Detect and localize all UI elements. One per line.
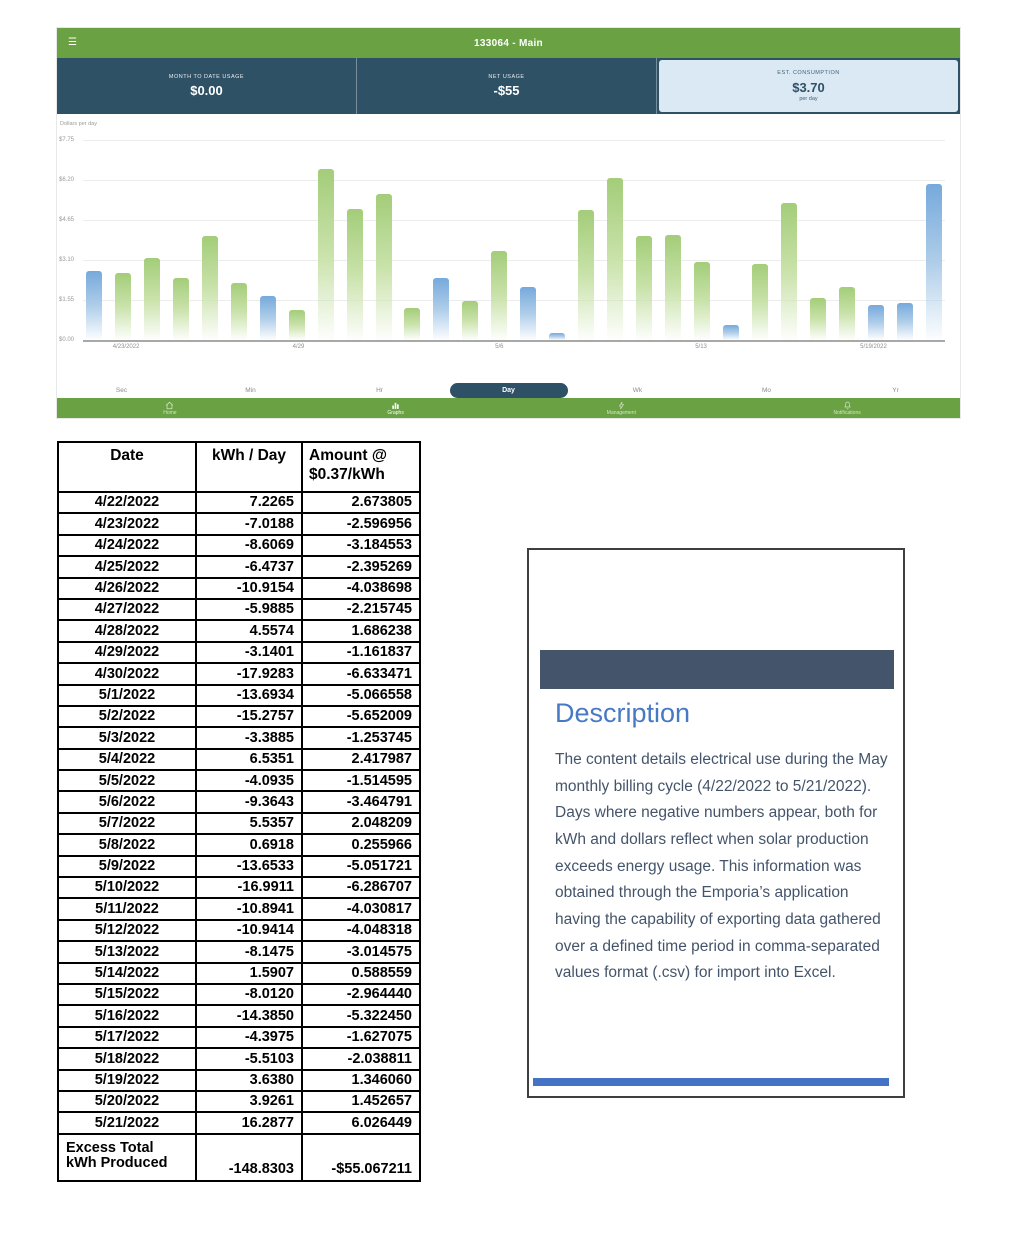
cell-kwh-per-day: -4.0935 (196, 770, 302, 791)
cell-kwh-per-day: -3.3885 (196, 727, 302, 748)
bar-5-7-2022[interactable] (520, 287, 536, 340)
cell-date: 5/4/2022 (58, 749, 196, 770)
time-scale-mo[interactable]: Mo (761, 387, 772, 394)
bar-4-25-2022[interactable] (173, 278, 189, 340)
table-row (58, 578, 420, 599)
cell-date: 5/8/2022 (58, 834, 196, 855)
cell-date: 4/25/2022 (58, 556, 196, 577)
cell-amount: 2.673805 (302, 492, 420, 513)
x-axis-tick-label: 5/19/2022 (860, 344, 887, 350)
column-header: Amount @ $0.37/kWh (302, 442, 420, 492)
table-footer-row (58, 1134, 420, 1181)
cell-amount: -5.322450 (302, 1005, 420, 1026)
table-row (58, 492, 420, 513)
table-row (58, 791, 420, 812)
cell-date: 4/27/2022 (58, 599, 196, 620)
time-scale-slot (831, 379, 960, 397)
cell-date: 5/10/2022 (58, 877, 196, 898)
cell-date: 5/15/2022 (58, 984, 196, 1005)
cell-date: 4/29/2022 (58, 642, 196, 663)
stat-value: -$55 (493, 83, 520, 99)
time-scale-day[interactable]: Day (450, 383, 568, 398)
cell-date: 4/28/2022 (58, 620, 196, 641)
hamburger-menu-icon[interactable]: ☰ (68, 37, 77, 48)
cell-kwh-per-day: -10.8941 (196, 898, 302, 919)
bar-5-11-2022[interactable] (636, 236, 652, 340)
bars-group (83, 140, 945, 340)
cell-kwh-per-day: -5.9885 (196, 599, 302, 620)
emporia-app-screenshot (57, 28, 960, 418)
cell-kwh-per-day: -13.6533 (196, 856, 302, 877)
nav-label: Graphs (387, 409, 404, 416)
footer-label-line2: kWh Produced (66, 1154, 168, 1171)
nav-management[interactable] (509, 398, 735, 418)
description-panel (527, 548, 905, 1098)
usage-table (57, 441, 421, 1182)
cell-amount: 2.417987 (302, 749, 420, 770)
bar-5-13-2022[interactable] (694, 262, 710, 340)
cell-date: 5/21/2022 (58, 1112, 196, 1133)
column-header: Date (58, 442, 196, 492)
table-row (58, 599, 420, 620)
table-header-row (58, 442, 420, 492)
bar-4-30-2022[interactable] (318, 169, 334, 340)
cell-date: 4/30/2022 (58, 663, 196, 684)
cell-date: 4/24/2022 (58, 535, 196, 556)
cell-date: 5/9/2022 (58, 856, 196, 877)
cell-kwh-per-day: 0.6918 (196, 834, 302, 855)
cell-amount: 1.346060 (302, 1070, 420, 1091)
cell-kwh-per-day: -10.9414 (196, 920, 302, 941)
cell-amount: -2.964440 (302, 984, 420, 1005)
cell-amount: 2.048209 (302, 813, 420, 834)
x-axis-tick-label: 5/6 (495, 344, 504, 350)
table-row (58, 963, 420, 984)
bar-4-29-2022[interactable] (289, 310, 305, 340)
nav-graphs[interactable] (283, 398, 509, 418)
time-scale-min[interactable]: Min (245, 387, 256, 394)
app-title: 133064 - Main (474, 37, 543, 49)
cell-kwh-per-day: -13.6934 (196, 685, 302, 706)
cell-date: 5/5/2022 (58, 770, 196, 791)
footer-amount-total: -$55.067211 (302, 1134, 420, 1181)
x-axis-tick-label: 5/13 (695, 344, 707, 350)
bar-5-1-2022[interactable] (347, 209, 363, 340)
stat-card-net-usage[interactable] (357, 58, 657, 114)
bar-4-28-2022[interactable] (260, 296, 276, 340)
cell-date: 5/14/2022 (58, 963, 196, 984)
bar-4-27-2022[interactable] (231, 283, 247, 340)
stat-value: $3.70 (792, 79, 825, 95)
table-row (58, 749, 420, 770)
y-axis-tick-label: $1.55 (59, 297, 75, 303)
bar-4-22-2022[interactable] (86, 271, 102, 340)
bar-5-8-2022[interactable] (549, 333, 565, 340)
bar-5-6-2022[interactable] (491, 251, 507, 340)
table-row (58, 1091, 420, 1112)
y-axis-tick-label: $3.10 (59, 257, 75, 263)
cell-kwh-per-day: -8.1475 (196, 941, 302, 962)
stat-label: MONTH TO DATE USAGE (168, 73, 245, 80)
time-scale-slot (57, 379, 186, 397)
description-heading: Description (555, 698, 691, 728)
cell-amount: 6.026449 (302, 1112, 420, 1133)
table-row (58, 1005, 420, 1026)
table-row (58, 513, 420, 534)
cell-date: 5/18/2022 (58, 1048, 196, 1069)
time-scale-slot (186, 379, 315, 397)
cell-kwh-per-day: 1.5907 (196, 963, 302, 984)
table-row (58, 770, 420, 791)
cell-date: 5/1/2022 (58, 685, 196, 706)
cell-amount: -1.627075 (302, 1027, 420, 1048)
stat-card-month-to-date-usage[interactable] (57, 58, 357, 114)
cell-kwh-per-day: -8.6069 (196, 535, 302, 556)
cell-kwh-per-day: -16.9911 (196, 877, 302, 898)
cell-kwh-per-day: -14.3850 (196, 1005, 302, 1026)
home-icon (165, 401, 174, 410)
y-axis-tick-label: $7.75 (59, 137, 75, 143)
chart-plot-area (59, 137, 945, 350)
cell-amount: 1.452657 (302, 1091, 420, 1112)
table-row (58, 1027, 420, 1048)
cell-amount: -2.395269 (302, 556, 420, 577)
description-body: The content details electrical use during the May monthly billing cycle (4/22/2022 to 5/21/2022). Days where negative numbers appear, both for kWh and dollars reflect when solar production exceeds energy usage. This information was obtained through the Emporia’s application having the capability of exporting data gathered over a defined time period in comma-separated values format (.csv) for import into Excel. (555, 751, 888, 982)
bar-5-14-2022[interactable] (723, 325, 739, 340)
cell-amount: -3.184553 (302, 535, 420, 556)
cell-amount: -2.038811 (302, 1048, 420, 1069)
nav-notifications[interactable] (734, 398, 960, 418)
column-header: kWh / Day (196, 442, 302, 492)
bar-5-20-2022[interactable] (897, 303, 913, 340)
cell-kwh-per-day: 4.5574 (196, 620, 302, 641)
stat-cards-bar (57, 58, 960, 114)
cell-amount: -4.048318 (302, 920, 420, 941)
description-accent-bar (533, 1078, 889, 1086)
cell-amount: -5.652009 (302, 706, 420, 727)
bar-5-4-2022[interactable] (433, 278, 449, 340)
cell-amount: -2.215745 (302, 599, 420, 620)
table-row (58, 620, 420, 641)
table-row (58, 642, 420, 663)
cell-date: 5/2/2022 (58, 706, 196, 727)
table-row (58, 1112, 420, 1133)
cell-amount: -3.464791 (302, 791, 420, 812)
cell-kwh-per-day: 3.9261 (196, 1091, 302, 1112)
y-axis-title: Dollars per day (60, 121, 97, 127)
cell-kwh-per-day: 16.2877 (196, 1112, 302, 1133)
cell-amount: -5.066558 (302, 685, 420, 706)
cell-amount: -4.038698 (302, 578, 420, 599)
cell-date: 5/7/2022 (58, 813, 196, 834)
cell-date: 4/26/2022 (58, 578, 196, 599)
description-header-bar (540, 650, 894, 689)
table-row (58, 1070, 420, 1091)
bar-5-10-2022[interactable] (607, 178, 623, 340)
cell-kwh-per-day: 6.5351 (196, 749, 302, 770)
notifications-icon (843, 401, 852, 410)
app-titlebar (57, 28, 960, 58)
cell-kwh-per-day: -15.2757 (196, 706, 302, 727)
cell-kwh-per-day: -8.0120 (196, 984, 302, 1005)
bar-5-12-2022[interactable] (665, 235, 681, 340)
bar-4-24-2022[interactable] (144, 258, 160, 340)
nav-label: Management (606, 409, 636, 416)
bar-5-2-2022[interactable] (376, 194, 392, 340)
cell-kwh-per-day: -4.3975 (196, 1027, 302, 1048)
footer-label-line1: Excess Total (66, 1140, 154, 1157)
cell-kwh-per-day: -9.3643 (196, 791, 302, 812)
table-row (58, 941, 420, 962)
bar-5-15-2022[interactable] (752, 264, 768, 340)
cell-kwh-per-day: 7.2265 (196, 492, 302, 513)
time-scale-yr[interactable]: Yr (892, 387, 899, 394)
cell-amount: -3.014575 (302, 941, 420, 962)
cell-kwh-per-day: -7.0188 (196, 513, 302, 534)
time-scale-slot (573, 379, 702, 397)
table-row (58, 556, 420, 577)
cell-kwh-per-day: 5.5357 (196, 813, 302, 834)
footer-label (58, 1134, 196, 1181)
x-axis-tick-label: 4/23/2022 (112, 344, 140, 350)
stat-value: $0.00 (190, 83, 223, 99)
cell-amount: 0.588559 (302, 963, 420, 984)
table-row (58, 535, 420, 556)
cell-date: 5/11/2022 (58, 898, 196, 919)
time-scale-slot (315, 379, 444, 397)
y-axis-tick-label: $0.00 (59, 337, 75, 343)
cell-date: 5/19/2022 (58, 1070, 196, 1091)
table-row (58, 984, 420, 1005)
time-scale-slot (702, 379, 831, 397)
cell-date: 5/17/2022 (58, 1027, 196, 1048)
cell-date: 5/13/2022 (58, 941, 196, 962)
daily-usage-chart (57, 114, 960, 378)
cell-kwh-per-day: -17.9283 (196, 663, 302, 684)
cell-amount: -6.633471 (302, 663, 420, 684)
cell-date: 4/23/2022 (58, 513, 196, 534)
bar-5-18-2022[interactable] (839, 287, 855, 340)
nav-home[interactable] (57, 398, 283, 418)
cell-amount: -2.596956 (302, 513, 420, 534)
bar-5-16-2022[interactable] (781, 203, 797, 340)
table-row (58, 898, 420, 919)
cell-amount: -1.253745 (302, 727, 420, 748)
cell-date: 5/6/2022 (58, 791, 196, 812)
time-scale-selector (57, 378, 960, 398)
bar-5-9-2022[interactable] (578, 210, 594, 340)
table-row (58, 727, 420, 748)
time-scale-hr[interactable]: Hr (376, 387, 383, 394)
footer-kwh-total: -148.8303 (196, 1134, 302, 1181)
nav-label: Home (163, 409, 177, 416)
cell-amount: -5.051721 (302, 856, 420, 877)
time-scale-slot (444, 379, 573, 398)
cell-date: 5/12/2022 (58, 920, 196, 941)
y-axis-tick-label: $6.20 (59, 177, 75, 183)
x-axis-tick-label: 4/29 (292, 344, 305, 350)
y-axis-tick-label: $4.65 (59, 217, 75, 223)
table-row (58, 856, 420, 877)
cell-date: 5/3/2022 (58, 727, 196, 748)
cell-date: 5/20/2022 (58, 1091, 196, 1112)
cell-kwh-per-day: -10.9154 (196, 578, 302, 599)
bar-5-17-2022[interactable] (810, 298, 826, 340)
bar-5-3-2022[interactable] (404, 308, 420, 340)
bar-5-21-2022[interactable] (926, 184, 942, 340)
table-row (58, 813, 420, 834)
stat-sub-label: per day (799, 95, 818, 102)
bar-5-5-2022[interactable] (462, 301, 478, 340)
management-icon (617, 401, 626, 410)
bar-4-23-2022[interactable] (115, 273, 131, 340)
cell-amount: 0.255966 (302, 834, 420, 855)
table-row (58, 920, 420, 941)
cell-kwh-per-day: -5.5103 (196, 1048, 302, 1069)
graphs-icon (391, 401, 400, 410)
bar-4-26-2022[interactable] (202, 236, 218, 340)
table-row (58, 877, 420, 898)
stat-card-est-consumption[interactable] (659, 60, 958, 112)
cell-amount: -1.161837 (302, 642, 420, 663)
nav-label: Notifications (833, 409, 861, 416)
table-row (58, 706, 420, 727)
time-scale-wk[interactable]: Wk (632, 387, 643, 394)
cell-amount: -6.286707 (302, 877, 420, 898)
table-row (58, 685, 420, 706)
cell-date: 4/22/2022 (58, 492, 196, 513)
bottom-nav-bar (57, 398, 960, 418)
time-scale-sec[interactable]: Sec (115, 387, 128, 394)
stat-label: NET USAGE (488, 73, 525, 80)
cell-date: 5/16/2022 (58, 1005, 196, 1026)
bar-5-19-2022[interactable] (868, 305, 884, 340)
cell-kwh-per-day: 3.6380 (196, 1070, 302, 1091)
cell-amount: -4.030817 (302, 898, 420, 919)
cell-amount: 1.686238 (302, 620, 420, 641)
table-row (58, 1048, 420, 1069)
cell-kwh-per-day: -3.1401 (196, 642, 302, 663)
table-row (58, 834, 420, 855)
cell-kwh-per-day: -6.4737 (196, 556, 302, 577)
stat-label: EST. CONSUMPTION (777, 70, 840, 77)
cell-amount: -1.514595 (302, 770, 420, 791)
table-row (58, 663, 420, 684)
